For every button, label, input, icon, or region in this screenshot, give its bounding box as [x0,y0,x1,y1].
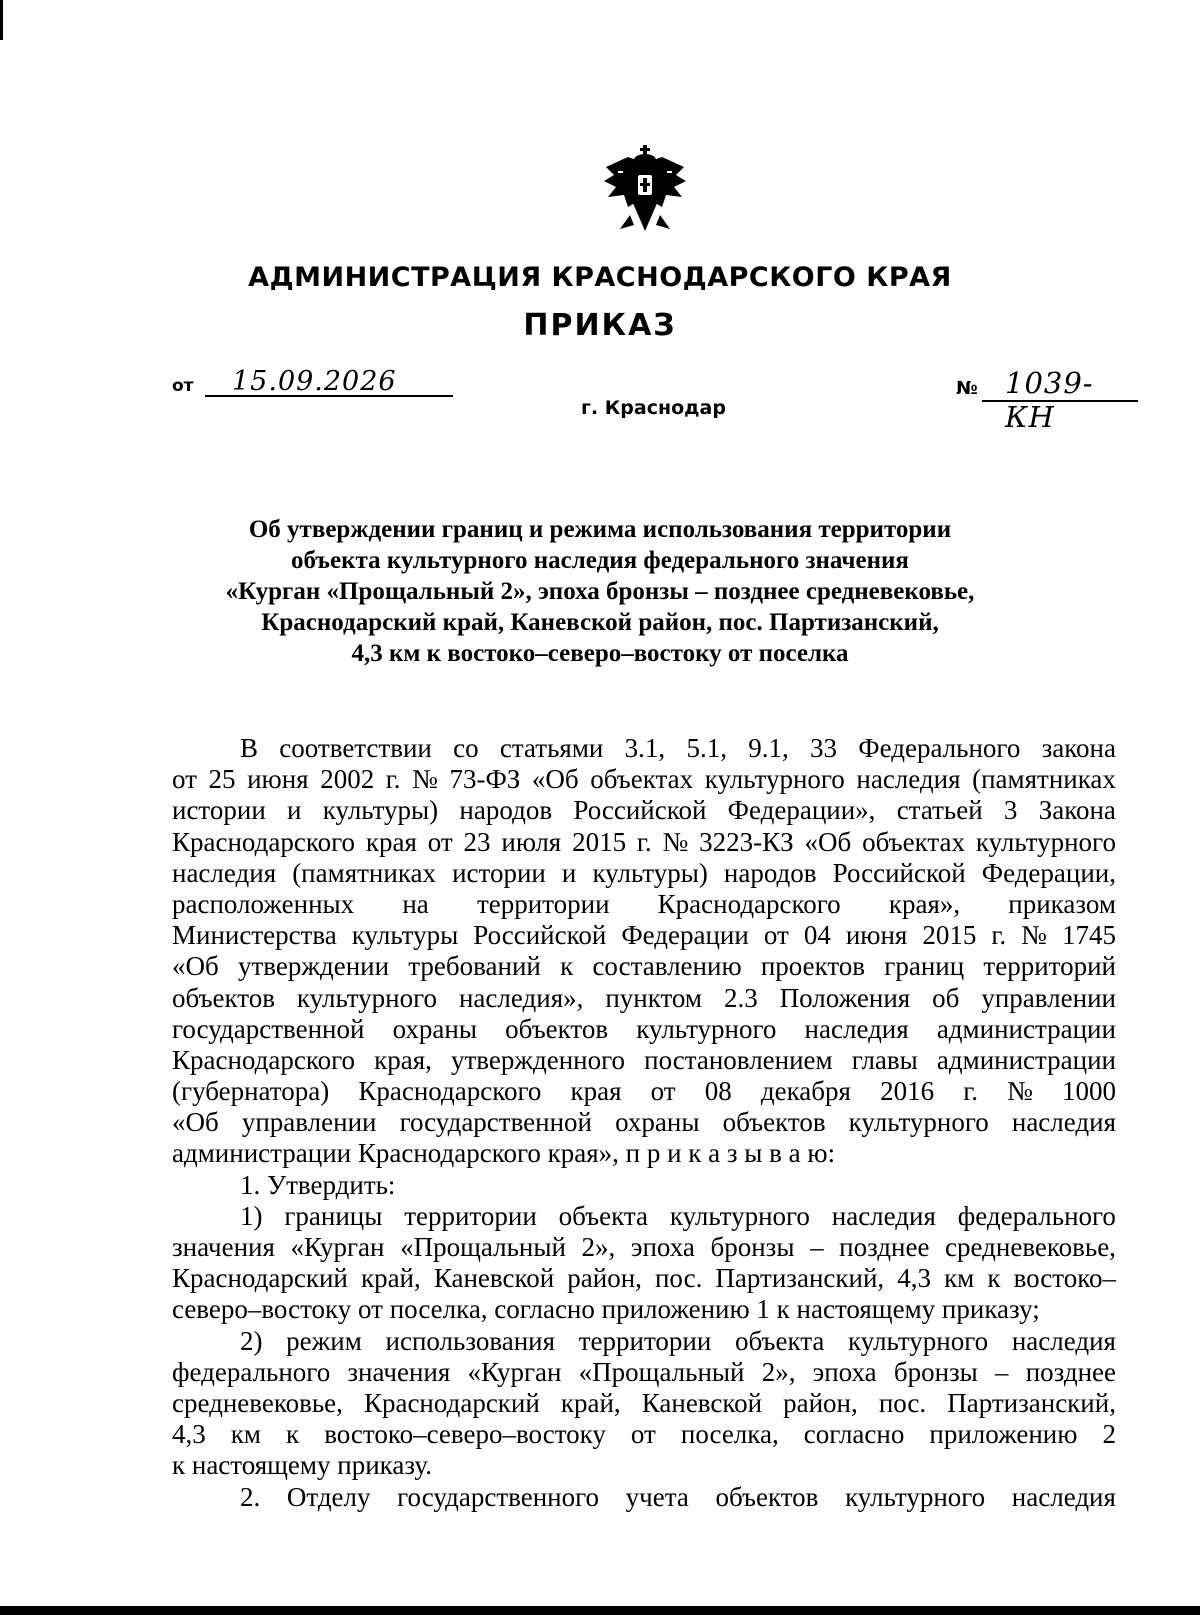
body-line: истории и культуры) народов Российской Федерации», статьей 3 Закона [172,795,1116,826]
number-label: № [956,378,978,399]
body-line: 4,3 км к востоко–северо–востоку от поселка, согласно приложению 2 [172,1419,1116,1450]
body-line: 2. Отделу государственного учета объектов культурного наследия [240,1481,1116,1512]
body-line: 2) режим использования территории объекта культурного наследия [240,1325,1116,1356]
handwritten-date: 15.09.2026 [232,366,397,397]
body-line: Министерства культуры Российской Федерации от 04 июня 2015 г. № 1745 [172,920,1116,951]
scan-edge-mark [0,0,3,40]
body-line: В соответствии со статьями 3.1, 5.1, 9.1, 33 Федерального закона [240,733,1116,763]
date-label: от [172,376,194,396]
subject-line: Об утверждении границ и режима использования территории [248,516,952,543]
body-line: 1. Утвердить: [240,1169,396,1200]
body-line: «Об управлении государственной охраны объектов культурного наследия [172,1107,1116,1138]
body-line: средневековье, Краснодарский край, Каневской район, пос. Партизанский, [172,1387,1116,1418]
scan-bottom-edge [0,1606,1200,1615]
body-line: (губернатора) Краснодарского края от 08 декабря 2016 г. № 1000 [172,1076,1116,1107]
body-line: Краснодарского края, утвержденного постановлением главы администрации [172,1044,1116,1075]
coat-of-arms-emblem [600,145,690,235]
body-line: значения «Курган «Прощальный 2», эпоха бронзы – позднее средневековье, [172,1232,1116,1262]
body-line: Краснодарского края от 23 июля 2015 г. № 3223-КЗ «Об объектах культурного [172,826,1116,857]
body-line: 1) границы территории объекта культурного наследия федерального [240,1200,1116,1231]
body-line: Краснодарский край, Каневской район, пос. Партизанский, 4,3 км к востоко– [172,1263,1116,1294]
organization-title: АДМИНИСТРАЦИЯ КРАСНОДАРСКОГО КРАЯ [248,262,952,293]
body-line: «Об утверждении требований к составлению проектов границ территорий [172,951,1116,982]
body-line: расположенных на территории Краснодарского края», приказом [172,888,1116,919]
body-line: к настоящему приказу. [172,1450,432,1481]
body-line: от 25 июня 2002 г. № 73-ФЗ «Об объектах культурного наследия (памятниках [172,764,1116,795]
body-line: наследия (памятниках истории и культуры) народов Российской Федерации, [172,857,1116,888]
body-line: северо–востоку от поселка, согласно приложению 1 к настоящему приказу; [172,1294,1040,1325]
document-body [172,733,1116,1513]
subject-line: объекта культурного наследия федерального значения [291,547,909,574]
body-line: государственной охраны объектов культурного наследия администрации [172,1013,1116,1044]
subject-line: 4,3 км к востоко–северо–востоку от поселка [351,640,849,667]
body-line: объектов культурного наследия», пунктом 2.3 Положения об управлении [172,982,1116,1013]
body-line: федерального значения «Курган «Прощальный 2», эпоха бронзы – позднее [172,1356,1116,1387]
handwritten-number: 1039-КН [1005,366,1094,434]
subject-line: «Курган «Прощальный 2», эпоха бронзы – позднее средневековье, [225,578,975,605]
document-subject [150,514,1050,669]
document-type: ПРИКАЗ [523,308,677,343]
city-name: г. Краснодар [581,397,726,419]
body-line: администрации Краснодарского края», п р и к а з ы в а ю: [172,1138,836,1169]
subject-line: Краснодарский край, Каневской район, пос. Партизанский, [261,609,939,636]
